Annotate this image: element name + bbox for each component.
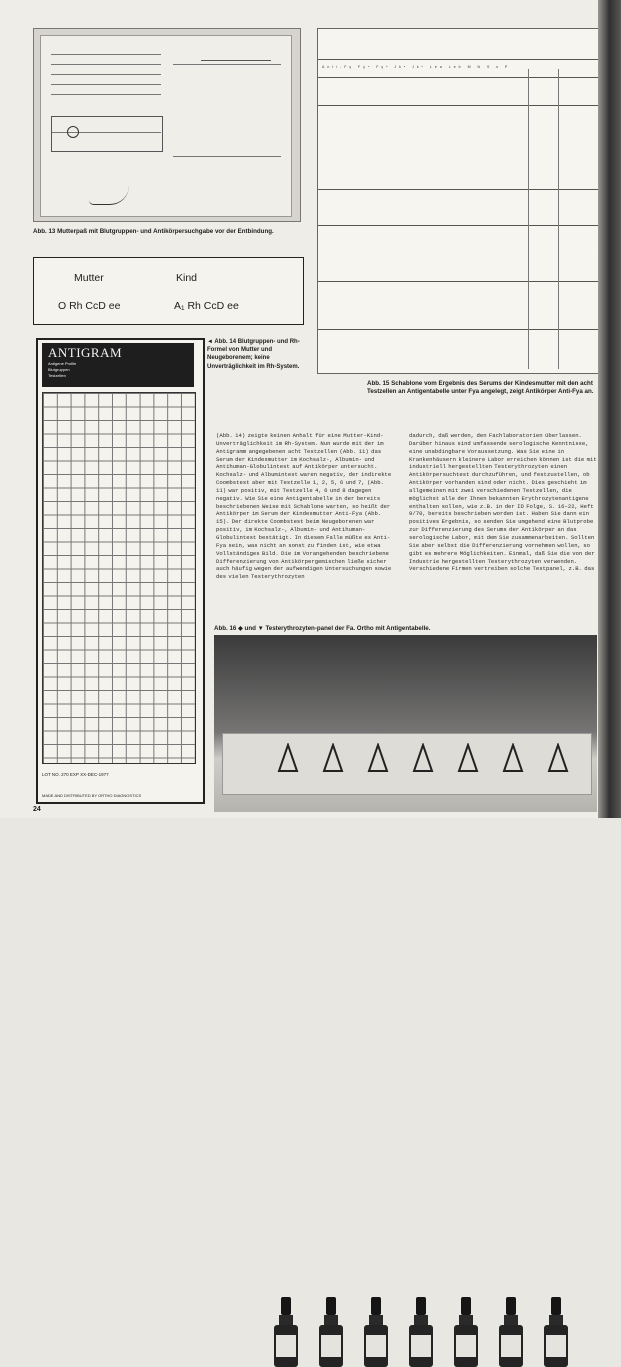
antigram-subtitle-1: Antigene Profile [48,361,77,366]
body-text-column-2: dadurch, daß werden, den Fachlaboratorien überlassen. Darüber hinaus sind umfassende serologische Kenntnisse, eine unabdingbare Voraussetzung. Was Sie eine in Krankenhäusern kleinere Labor erreichen können ist die mit industriell hergestellten Testerythrozyten einen Antikörpersuchtest durchzuführen, und festzustellen, ob Antikörper vorhanden sind oder nicht. Dies geschieht im allgemeinen mit zwei verschiedenen Testzellen, die möglichst alle der Ihnen bekannten Erythrozytenantigene enthalten sollen, wie z.B. in der ID Folge, S. 16–22, Heft 9/70, bereits beschrieben worden ist. Haben Sie dann ein positives Ergebnis, so senden Sie umgehend eine Blutprobe zur Differenzierung des Serums der Antikörper an das serologische Labor, mit dem Sie zusammenarbeiten. Sollten Sie aber selbst die Differenzierung vornehmen wollen, so gibt es mehrere Möglichkeiten. Einmal, daß Sie die von der Industrie hergestellten Testerythrozyten verwenden. Verschiedene Firmen vertreiben solche Testpanel, z.B. das [409,432,597,573]
body-text-column-1: (Abb. 14) zeigte keinen Anhalt für eine Mutter-Kind-Unverträglichkeit im Rh-System. Nun wurde mit der im Antigramm angegebenen acht Testzellen (Abb. 11) das Serum der Kindesmutter im Kochsalz-, Albumin- und Antihuman-Globulintest auf Antikörper untersucht. Kochsalz- und Albumintest waren negativ, der indirekte Coombstest aber mit Testzelle 1, 2, 5, 6 und 7, (Abb. 11) war positiv, mit Testzelle 4, 6 und 8 dagegen negativ. Wie Sie eine Antigentabelle in der bereits beschriebenen Weise mit Schablone warten, so heißt der Antikörper im Serum der Kindesmutter Anti-Fya (Abb. 15). Der direkte Coombstest beim Neugeborenen war positiv, im Kochsalz-, Albumin- und Antihuman-Globulintest bestätigt. In diesem Falle müßte es Anti-Fya sein, was nicht an sonst zu finden ist, wie etwa Vollständiges Bild. Die im Vorangehenden beschriebene Differenzierung von Antikörpergemischen ließe sicher auch häufig wegen der aufwendigen Untersuchungen sowie des vielen Testerythrozyten [216,432,392,581]
circle-mark-icon [67,126,79,138]
reagent-bottle [317,1297,345,1367]
antibody-template-chart [317,28,599,374]
ortho-logo-icon [277,743,299,773]
reagent-bottle [362,1297,390,1367]
mother-formula: O Rh CcD ee [58,300,121,312]
ortho-logo-icon [457,743,479,773]
ortho-logo-icon [367,743,389,773]
reagent-bottle [407,1297,435,1367]
reagent-bottle [452,1297,480,1367]
child-formula: A₁ Rh CcD ee [174,300,239,312]
antigram-footer: MADE AND DISTRIBUTED BY ORTHO DIAGNOSTICS [42,793,142,798]
mother-label: Mutter [74,272,104,284]
fig14-caption: ◄ Abb. 14 Blutgruppen- und Rh-Formel von Mutter und Neugeborenem; keine Unverträglichkeit im Rh-System. [207,339,300,370]
antigram-card [36,338,205,804]
testcell-panel-photo [214,635,597,812]
ortho-logo-icon [502,743,524,773]
page-number: 24 [33,806,41,813]
fig15-caption: Abb. 15 Schablone vom Ergebnis des Serums der Kindesmutter mit den acht Testzellen an Antigentabelle unter Fya angelegt, zeigt Antikörper Anti-Fya an. [367,380,594,395]
book-spine-edge [598,0,621,818]
reagent-bottle [272,1297,300,1367]
antigram-grid [42,392,196,764]
antigram-subtitle-3: Testzellen [48,373,66,378]
reagent-bottle [497,1297,525,1367]
ortho-logo-icon [322,743,344,773]
fig13-caption: Abb. 13 Mutterpaß mit Blutgruppen- und Antikörpersuchgabe vor der Entbindung. [33,228,274,235]
blood-formula-box [33,257,304,325]
fig16-caption: Abb. 16 ◆ und ▼ Testerythrozyten-panel der Fa. Ortho mit Antigentabelle. [214,625,431,632]
reagent-bottle [542,1297,570,1367]
antigram-brand: ANTIGRAM [48,345,123,360]
child-label: Kind [176,272,198,284]
antigram-lot: LOT NO. 270 EXP XX-DEC-1977 [42,772,109,777]
antigram-header [42,343,194,387]
ortho-logo-icon [547,743,569,773]
chart-header-row: Anti-Fy Fyᵃ Fyᵇ Jkᵃ Jkᵇ Lea Leb M N S s P [322,65,511,69]
mutterpass-photo [33,28,301,222]
mutterpass-document [40,35,292,217]
antigram-subtitle-2: Blutgruppen [48,367,70,372]
ortho-logo-icon [412,743,434,773]
stamp-line [201,46,271,61]
signature-icon [89,186,129,205]
